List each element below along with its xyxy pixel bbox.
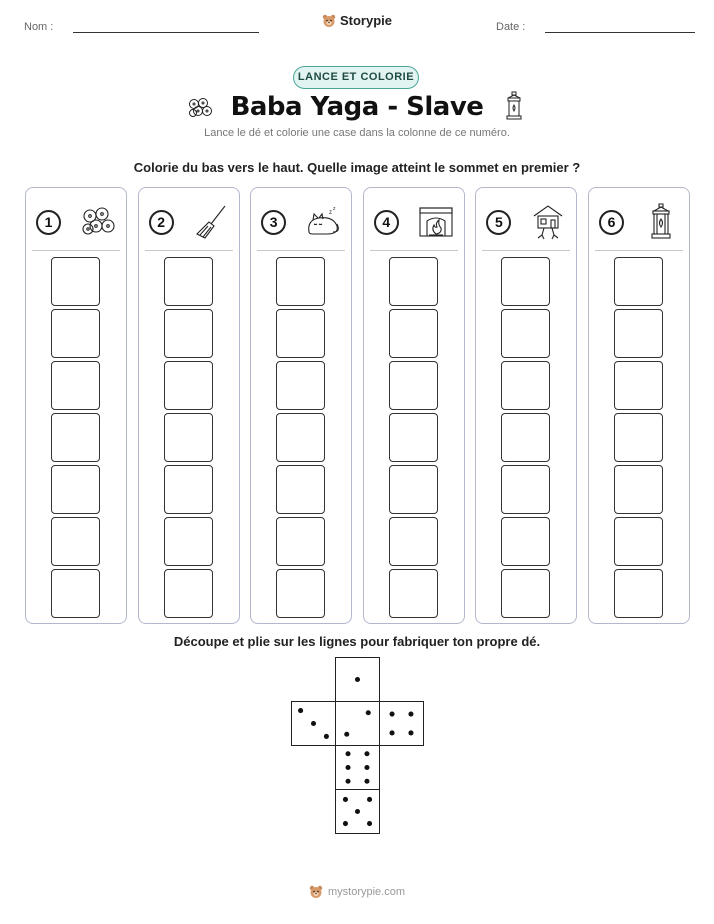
footer [0, 885, 714, 899]
color-cell[interactable] [614, 413, 663, 462]
column-number: 3 [261, 210, 286, 235]
color-cell[interactable] [276, 309, 325, 358]
date-line[interactable] [545, 32, 695, 33]
color-cell[interactable] [276, 517, 325, 566]
activity-tag: LANCE ET COLORIE [293, 66, 419, 89]
die-pip [366, 710, 371, 715]
title-row [0, 90, 714, 124]
color-cell[interactable] [389, 569, 438, 618]
cut-instruction: Découpe et plie sur les lignes pour fabriquer ton propre dé. [173, 634, 541, 649]
die-face-4 [379, 701, 424, 746]
column-number: 1 [36, 210, 61, 235]
color-cell[interactable] [501, 309, 550, 358]
date-label: Date : [496, 20, 526, 33]
dice-column-2 [138, 187, 240, 624]
column-divider [257, 250, 345, 251]
column-header [486, 202, 568, 242]
die-pip [343, 797, 348, 802]
color-cell[interactable] [276, 569, 325, 618]
color-cell[interactable] [51, 465, 100, 514]
berries-icon [185, 90, 215, 124]
color-cell[interactable] [51, 517, 100, 566]
broom-icon [191, 202, 231, 242]
brand-name: Storypie [339, 13, 392, 28]
color-cell[interactable] [164, 257, 213, 306]
columns-grid [25, 187, 689, 624]
die-face-5 [335, 789, 380, 834]
die-face-3 [291, 701, 336, 746]
color-cell[interactable] [164, 517, 213, 566]
column-divider [145, 250, 233, 251]
color-cell[interactable] [389, 361, 438, 410]
color-cell[interactable] [501, 413, 550, 462]
page-title: Baba Yaga - Slave [230, 92, 484, 122]
svg-text:z: z [329, 210, 333, 216]
die-pip [389, 730, 394, 735]
die-pip [367, 797, 372, 802]
subtitle: Lance le dé et colorie une case dans la colonne de ce numéro. [204, 127, 510, 139]
svg-text:z: z [333, 206, 336, 212]
footer-url: mystorypie.com [327, 886, 406, 898]
fireplace-icon [416, 202, 456, 242]
die-face-1 [335, 657, 380, 702]
column-number: 4 [374, 210, 399, 235]
die-pip [345, 779, 350, 784]
date-field[interactable] [496, 20, 695, 33]
color-cell[interactable] [51, 309, 100, 358]
color-cell[interactable] [276, 257, 325, 306]
name-label: Nom : [24, 20, 54, 33]
color-cell[interactable] [389, 309, 438, 358]
die-pip [355, 809, 360, 814]
hut-on-chicken-legs-icon [528, 202, 568, 242]
color-cell[interactable] [164, 569, 213, 618]
coloring-instruction: Colorie du bas vers le haut. Quelle image atteint le sommet en premier ? [133, 160, 581, 175]
die-pip [345, 751, 350, 756]
die-face-2 [335, 701, 380, 746]
color-cell[interactable] [501, 465, 550, 514]
dice-column-1 [25, 187, 127, 624]
die-pip [408, 711, 413, 716]
column-divider [32, 250, 120, 251]
die-pip [311, 721, 316, 726]
color-cell[interactable] [614, 257, 663, 306]
bear-logo-icon [309, 885, 323, 899]
die-pip [408, 730, 413, 735]
color-cell[interactable] [51, 257, 100, 306]
color-cell[interactable] [164, 361, 213, 410]
column-divider [595, 250, 683, 251]
color-cell[interactable] [389, 413, 438, 462]
color-cell[interactable] [614, 517, 663, 566]
die-pip [367, 821, 372, 826]
column-number: 5 [486, 210, 511, 235]
die-pip [364, 779, 369, 784]
color-cell[interactable] [389, 465, 438, 514]
die-pip [344, 732, 349, 737]
die-pip [298, 708, 303, 713]
die-pip [355, 677, 360, 682]
color-cell[interactable] [389, 517, 438, 566]
die-face-6 [335, 745, 380, 790]
die-pip [343, 821, 348, 826]
color-cell[interactable] [276, 361, 325, 410]
color-cell[interactable] [614, 309, 663, 358]
column-divider [370, 250, 458, 251]
column-header [149, 202, 231, 242]
color-cell[interactable] [164, 309, 213, 358]
color-cell[interactable] [164, 413, 213, 462]
die-pip [324, 734, 329, 739]
color-cell[interactable] [501, 257, 550, 306]
color-cell[interactable] [501, 517, 550, 566]
color-cell[interactable] [389, 257, 438, 306]
dice-column-3 [250, 187, 352, 624]
color-cell[interactable] [614, 361, 663, 410]
sleeping-cat-icon [303, 202, 343, 242]
die-pip [389, 711, 394, 716]
dice-column-6 [588, 187, 690, 624]
color-cell[interactable] [276, 413, 325, 462]
column-header [261, 202, 343, 242]
name-line[interactable] [73, 32, 259, 33]
die-pip [364, 765, 369, 770]
color-cell[interactable] [51, 413, 100, 462]
color-cell[interactable] [51, 569, 100, 618]
color-cell[interactable] [614, 465, 663, 514]
column-divider [482, 250, 570, 251]
color-cell[interactable] [501, 569, 550, 618]
color-cell[interactable] [164, 465, 213, 514]
color-cell[interactable] [614, 569, 663, 618]
dice-column-4 [363, 187, 465, 624]
column-header [36, 202, 118, 242]
color-cell[interactable] [51, 361, 100, 410]
column-header [374, 202, 456, 242]
column-number: 2 [149, 210, 174, 235]
dice-column-5 [475, 187, 577, 624]
lantern-icon [499, 90, 529, 124]
bear-logo-icon [322, 14, 336, 28]
column-header [599, 202, 681, 242]
color-cell[interactable] [501, 361, 550, 410]
column-number: 6 [599, 210, 624, 235]
die-pip [345, 765, 350, 770]
lantern-icon [641, 202, 681, 242]
color-cell[interactable] [276, 465, 325, 514]
die-pip [364, 751, 369, 756]
berries-icon [78, 202, 118, 242]
